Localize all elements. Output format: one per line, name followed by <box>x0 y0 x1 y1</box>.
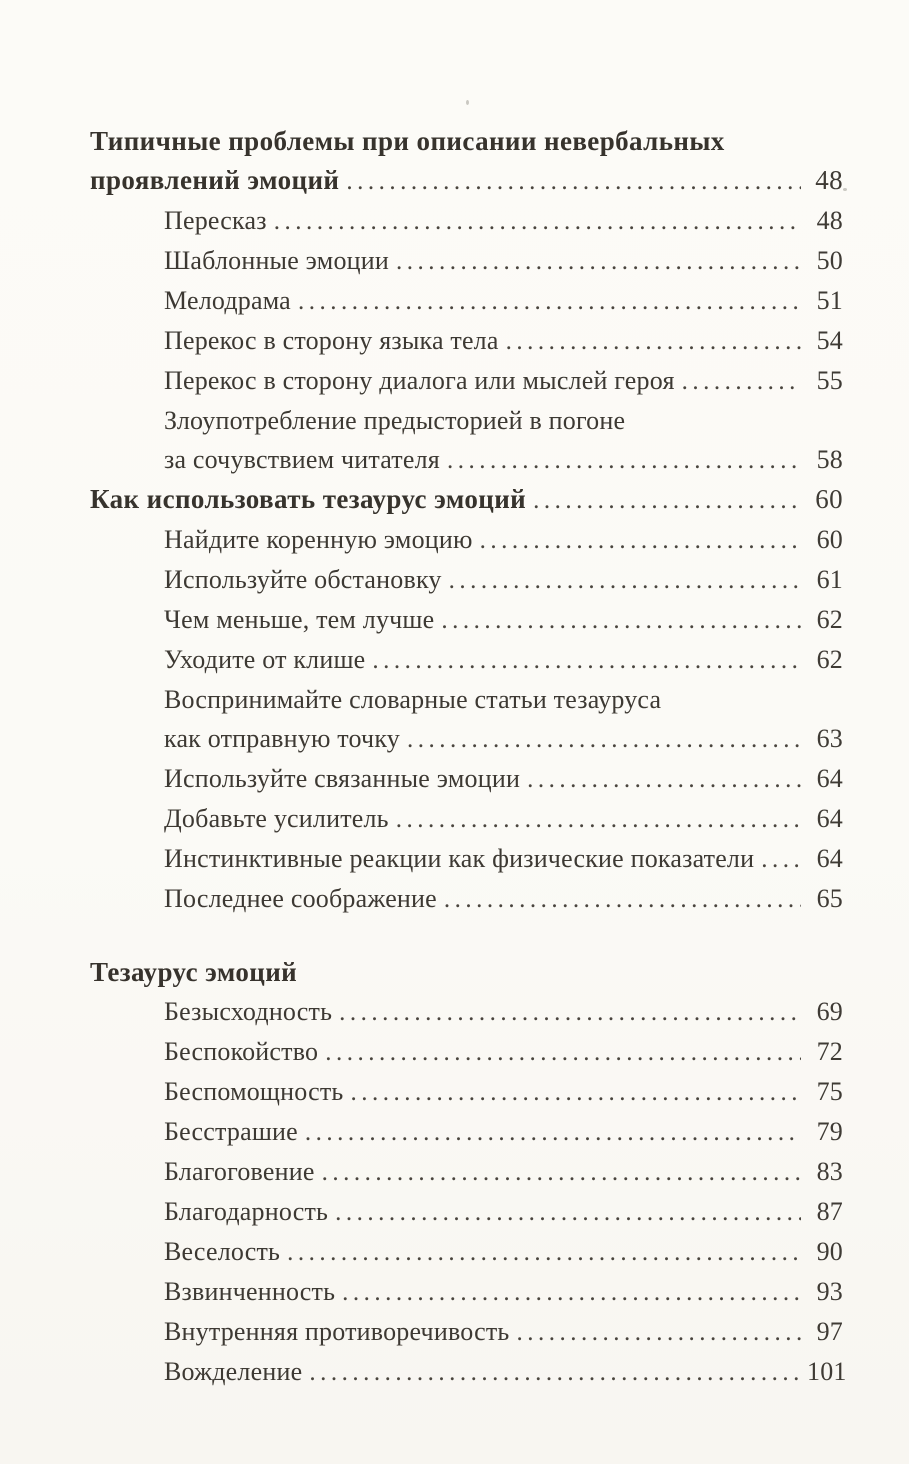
toc-entry <box>90 1352 847 1392</box>
toc-entry <box>90 281 843 321</box>
toc-dot-leader <box>396 799 801 839</box>
toc-entry-title: Внутренняя противоречивость <box>164 1317 510 1346</box>
toc-dot-leader <box>342 1272 801 1312</box>
toc-entry-title: Перекос в сторону диалога или мыслей героя <box>164 366 675 395</box>
toc-entry-title: Добавьте усилитель <box>164 804 389 833</box>
toc-entry-page: 64 <box>816 844 843 873</box>
toc-entry-title: Тезаурус эмоций <box>90 957 298 987</box>
toc-entry-page: 60 <box>815 484 843 514</box>
toc-entry-page: 75 <box>816 1077 843 1106</box>
toc-entry-title: Благоговение <box>164 1157 315 1186</box>
toc-entry <box>90 122 843 161</box>
toc-entry-page: 65 <box>816 884 843 913</box>
toc-dot-leader <box>309 1352 801 1392</box>
toc-entry-page: 64 <box>816 804 843 833</box>
toc-entry-page: 72 <box>816 1037 843 1066</box>
toc-entry-page: 69 <box>816 997 843 1026</box>
toc-entry-title: Взвинченность <box>164 1277 336 1306</box>
toc-entry-page: 50 <box>816 246 843 275</box>
toc-entry-page: 55 <box>816 366 843 395</box>
toc-entry-title: Благодарность <box>164 1197 329 1226</box>
toc-entry <box>90 879 843 919</box>
toc-dot-leader <box>372 640 801 680</box>
toc-entry-title: Как использовать тезаурус эмоций <box>90 484 527 514</box>
toc-entry-title: Безысходность <box>164 997 333 1026</box>
toc-entry-title: Используйте обстановку <box>164 565 442 594</box>
toc-entry <box>90 1312 843 1352</box>
toc-dot-leader <box>274 201 801 241</box>
toc-dot-leader <box>350 1072 801 1112</box>
toc-entry-title: Мелодрама <box>164 286 291 315</box>
toc-entry <box>90 401 843 440</box>
toc-entry-title: Используйте связанные эмоции <box>164 764 521 793</box>
toc-entry <box>90 480 843 520</box>
toc-entry <box>90 520 843 560</box>
toc-entry-title: Найдите коренную эмоцию <box>164 525 473 554</box>
toc-dot-leader <box>480 520 801 560</box>
toc-entry <box>90 799 843 839</box>
toc-entry-page: 83 <box>816 1157 843 1186</box>
toc-entry <box>90 680 843 719</box>
toc-entry-title: Перекос в сторону языка тела <box>164 326 499 355</box>
toc-entry <box>90 1232 843 1272</box>
toc-entry <box>90 1192 843 1232</box>
toc-entry <box>90 361 843 401</box>
toc-dot-leader <box>506 321 801 361</box>
toc-entry-page: 51 <box>816 286 843 315</box>
toc-entry-title: Последнее соображение <box>164 884 437 913</box>
toc-entry-title: Чем меньше, тем лучше <box>164 605 435 634</box>
toc-entry-page: 61 <box>816 565 843 594</box>
toc-entry-title: Уходите от клише <box>164 645 366 674</box>
toc-entry <box>90 759 843 799</box>
toc-entry-page: 54 <box>816 326 843 355</box>
toc-dot-leader <box>287 1232 801 1272</box>
toc-dot-leader <box>325 1032 801 1072</box>
toc-entry-page: 87 <box>816 1197 843 1226</box>
toc-entry-title: Бесстрашие <box>164 1117 298 1146</box>
toc-entry <box>90 600 843 640</box>
toc-entry-title: за сочувствием читателя <box>164 445 440 474</box>
toc-entry-page: 90 <box>816 1237 843 1266</box>
toc-entry-page: 101 <box>807 1357 847 1386</box>
toc-entry-title: Пересказ <box>164 206 267 235</box>
toc-dot-leader <box>305 1112 801 1152</box>
toc-dot-leader <box>682 361 801 401</box>
toc-entry-page: 48 <box>815 165 843 195</box>
toc-entry <box>90 992 843 1032</box>
toc-dot-leader <box>441 600 801 640</box>
toc-entry-page: 48 <box>816 206 843 235</box>
toc-dot-leader <box>396 241 801 281</box>
toc-entry-page: 79 <box>816 1117 843 1146</box>
toc-entry <box>90 321 843 361</box>
scan-speck <box>843 188 847 191</box>
toc-dot-leader <box>761 839 801 879</box>
toc-dot-leader <box>335 1192 801 1232</box>
toc-entry <box>90 161 843 201</box>
toc-entry-title: Веселость <box>164 1237 281 1266</box>
toc-entry-page: 64 <box>816 764 843 793</box>
scan-speck <box>466 100 469 105</box>
toc-entry-page: 60 <box>816 525 843 554</box>
toc-entry <box>90 440 843 480</box>
toc-entry <box>90 1032 843 1072</box>
toc-dot-leader <box>516 1312 801 1352</box>
toc-dot-leader <box>407 719 801 759</box>
toc-dot-leader <box>444 879 801 919</box>
toc-entry-page: 63 <box>816 724 843 753</box>
toc-entry-title: Шаблонные эмоции <box>164 246 389 275</box>
toc-entry-title: как отправную точку <box>164 724 400 753</box>
toc-dot-leader <box>339 992 801 1032</box>
toc-entry-title: Вожделение <box>164 1357 303 1386</box>
toc-dot-leader <box>449 560 801 600</box>
toc-dot-leader <box>533 480 801 520</box>
toc-entry <box>90 201 843 241</box>
toc-entry-title: Воспринимайте словарные статьи тезауруса <box>164 685 662 714</box>
toc-entry-page: 93 <box>816 1277 843 1306</box>
toc-entry <box>90 1272 843 1312</box>
toc-entry <box>90 560 843 600</box>
toc-entry <box>90 719 843 759</box>
toc-dot-leader <box>527 759 801 799</box>
toc-dot-leader <box>346 161 801 201</box>
toc-entry <box>90 1072 843 1112</box>
toc-entry <box>90 1152 843 1192</box>
toc-entry-page: 97 <box>816 1317 843 1346</box>
toc-entry-title: Инстинктивные реакции как физические показатели <box>164 844 755 873</box>
toc-entry <box>90 241 843 281</box>
toc-entry-page: 62 <box>816 605 843 634</box>
toc-entry <box>90 1112 843 1152</box>
toc-dot-leader <box>298 281 801 321</box>
toc-entry <box>90 839 843 879</box>
toc-dot-leader <box>322 1152 801 1192</box>
toc-entry <box>90 640 843 680</box>
toc-entry-page: 58 <box>816 445 843 474</box>
toc-entry-title: проявлений эмоций <box>90 165 340 195</box>
toc-list <box>90 122 847 1392</box>
toc-entry-title: Злоупотребление предысторией в погоне <box>164 406 626 435</box>
toc-entry-title: Беспокойство <box>164 1037 319 1066</box>
toc-entry <box>90 953 843 992</box>
toc-dot-leader <box>447 440 801 480</box>
toc-entry-title: Беспомощность <box>164 1077 344 1106</box>
toc-entry-page: 62 <box>816 645 843 674</box>
toc-entry-title: Типичные проблемы при описании невербальных <box>90 126 725 156</box>
